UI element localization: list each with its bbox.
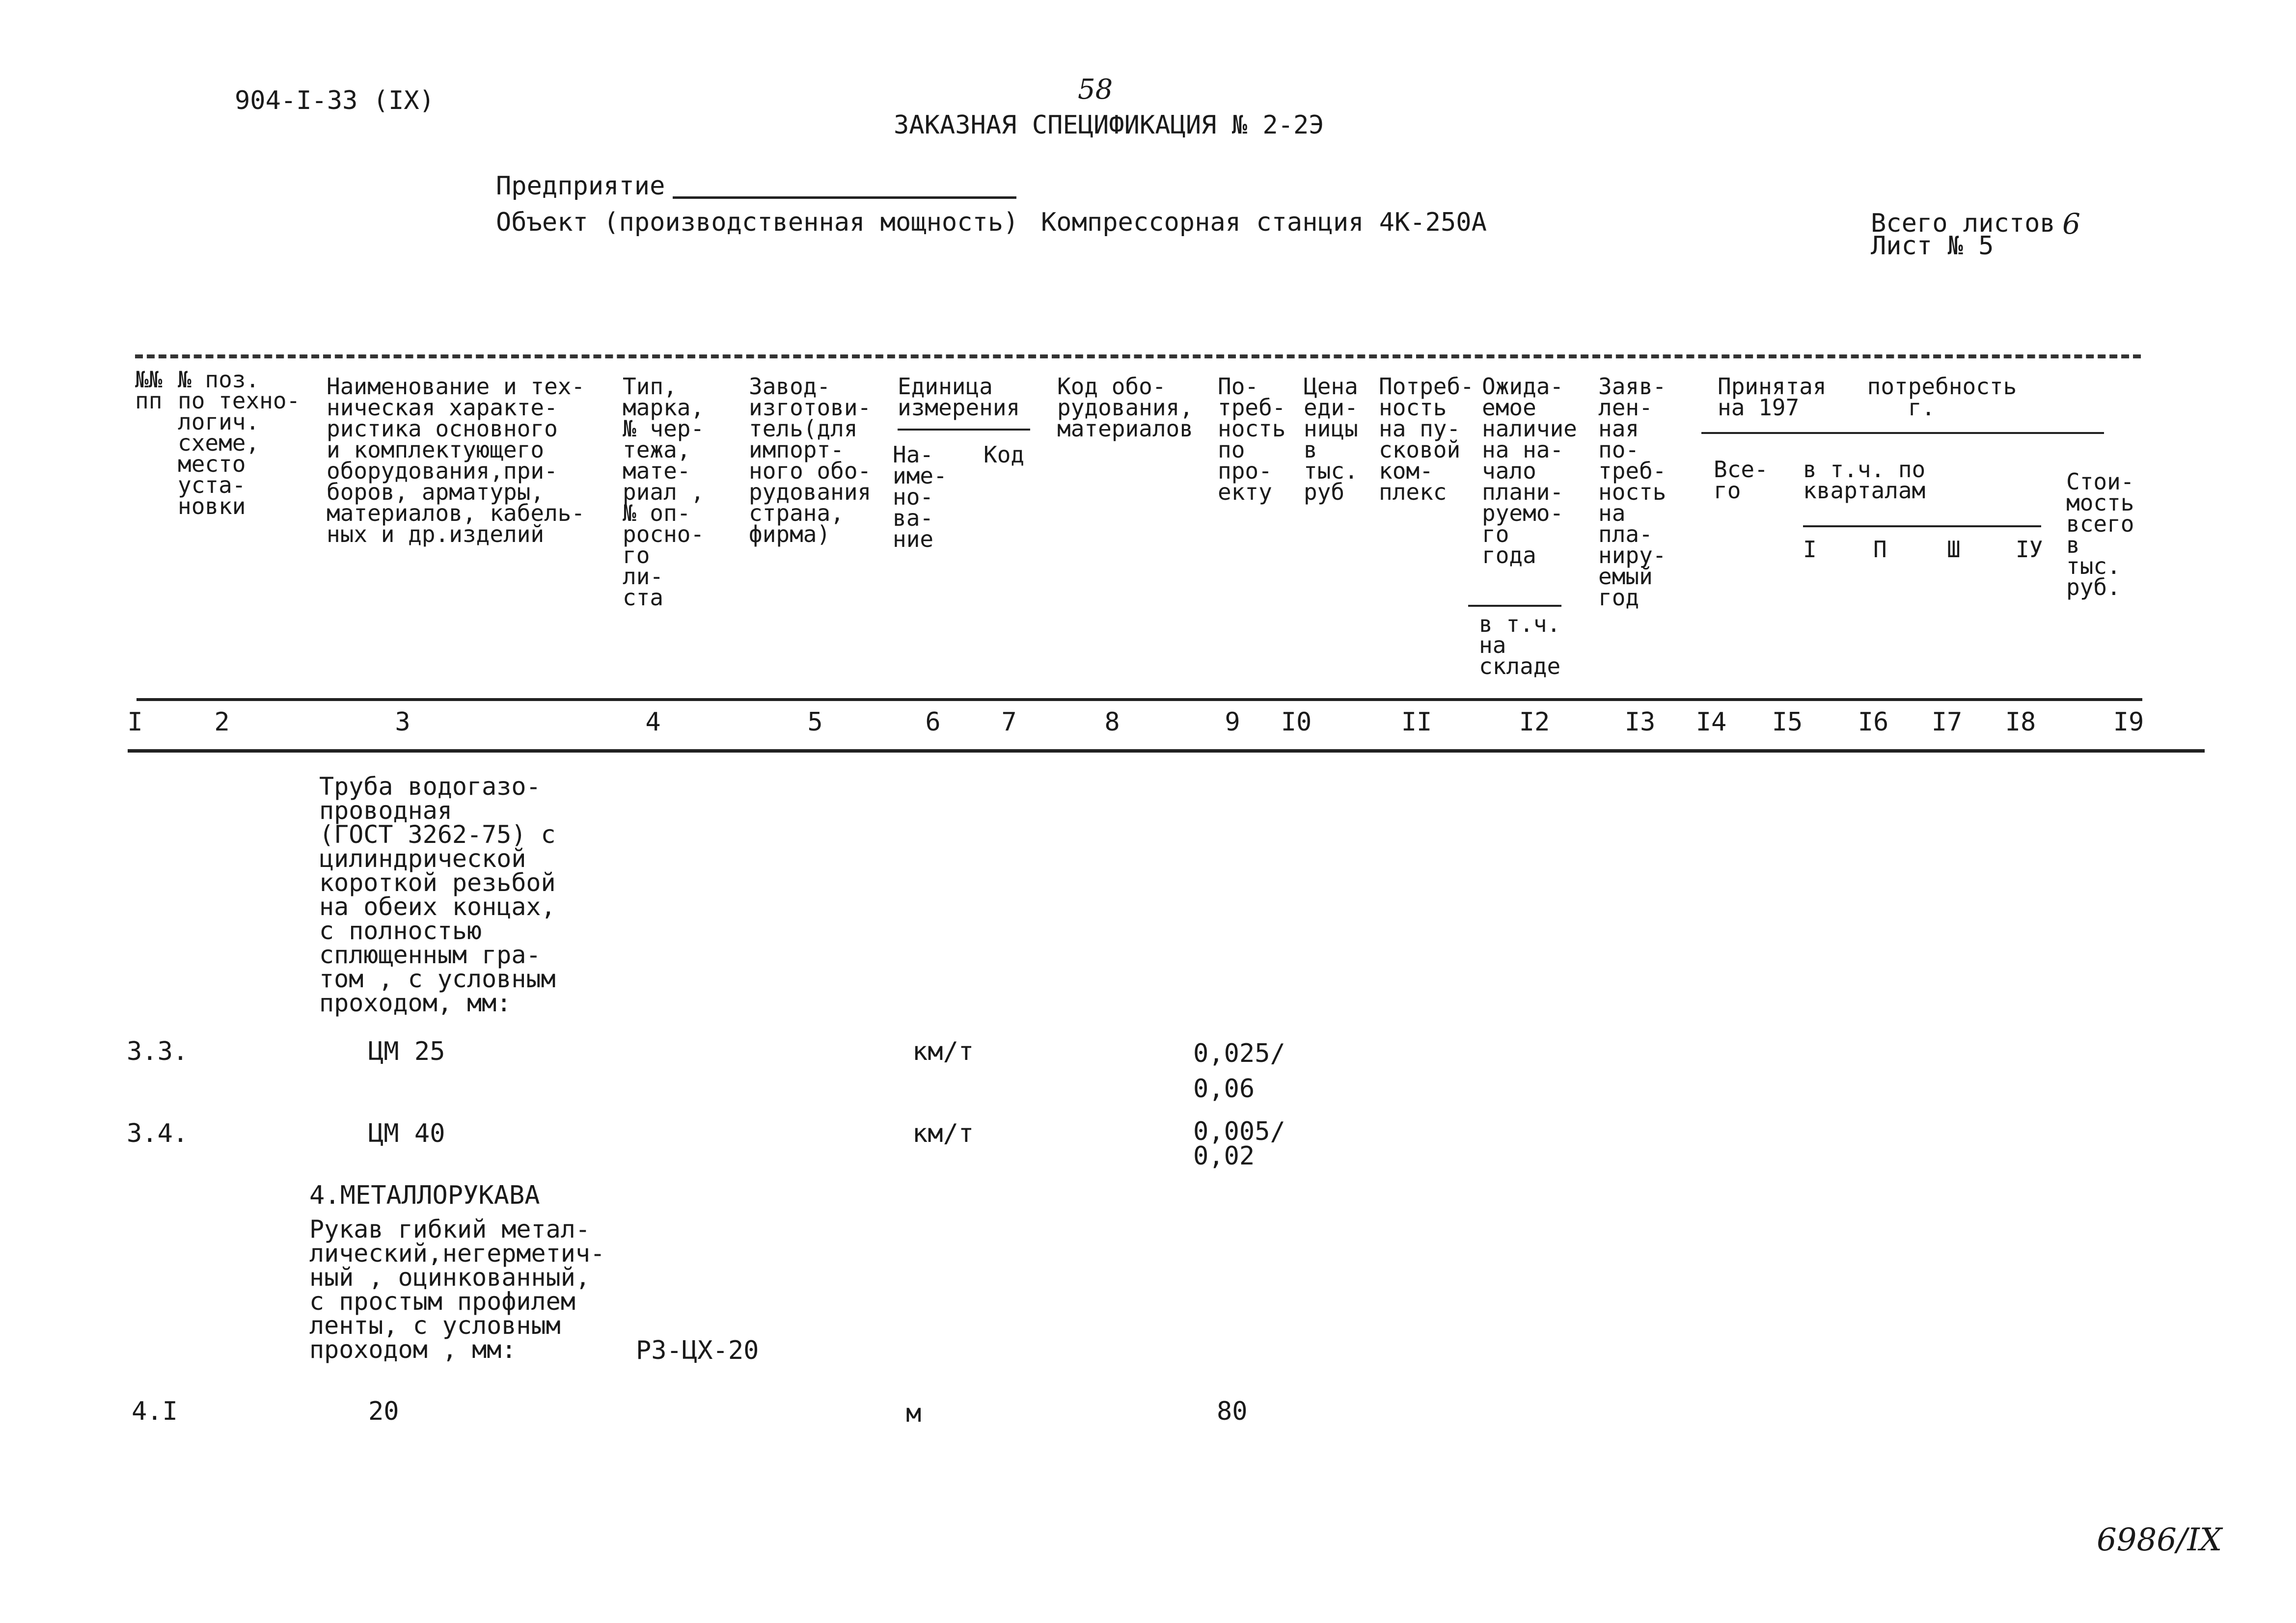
header-quarter-2: П: [1873, 536, 1887, 563]
header-col-7: Код: [984, 441, 1025, 468]
row-3-3-name: ЦМ 25: [368, 1037, 445, 1066]
header-col-5: Завод- изготови- тель(для импорт- ного обо- рудования страна, фирма): [749, 373, 872, 547]
col-number-18: I8: [2005, 707, 2036, 737]
row-3-4-quantity: 0,005/ 0,02: [1193, 1117, 1285, 1171]
row-3-3-unit: км/т: [912, 1037, 974, 1066]
col-number-17: I7: [1931, 707, 1963, 737]
col-number-9: 9: [1225, 707, 1240, 737]
col-number-5: 5: [807, 707, 823, 737]
col-number-7: 7: [1001, 707, 1017, 737]
header-col-14-18: Принятая потребность на 197 г.: [1718, 373, 2017, 421]
header-quarters-divider: [1803, 525, 2041, 527]
header-col-1: №№ пп: [135, 366, 163, 414]
header-col-4: Тип, марка, № чер- тежа, мате- риал , № оп- росно- го ли- ста: [623, 373, 705, 611]
archive-stamp: 6986/IX: [2097, 1522, 2222, 1558]
col-number-11: II: [1401, 707, 1432, 737]
row-4-1-name: 20: [368, 1397, 399, 1426]
col-number-13: I3: [1624, 707, 1656, 737]
header-unit-divider: [898, 429, 1030, 431]
document-title: ЗАКАЗНАЯ СПЕЦИФИКАЦИЯ № 2-2Э: [894, 110, 1324, 140]
col-number-14: I4: [1695, 707, 1727, 737]
header-col-14: Все- го: [1714, 456, 1768, 504]
column-numbers-bottom-border: [128, 749, 2205, 753]
col-number-6: 6: [925, 707, 941, 737]
header-col-10: Цена еди- ницы в тыс. руб: [1304, 373, 1358, 505]
section-4-description: Рукав гибкий метал- лический,негерметич- ный , оцинкованный, с простым профилем ленты, с условным проходом , мм:: [309, 1215, 605, 1364]
sheets-total-value: 6: [2062, 207, 2080, 241]
col-number-1: I: [127, 707, 143, 737]
section-4-title: 4.МЕТАЛЛОРУКАВА: [309, 1181, 540, 1210]
header-col-12-divider: [1468, 605, 1561, 607]
header-col-19: Стои- мость всего в тыс. руб.: [2066, 468, 2134, 600]
header-quarter-1: I: [1803, 536, 1817, 563]
enterprise-underline: [673, 196, 1016, 199]
page-number: 58: [1078, 74, 1113, 106]
row-3-4-unit: км/т: [912, 1119, 974, 1148]
enterprise-label: Предприятие: [496, 171, 665, 201]
header-quarter-3: Ш: [1947, 536, 1961, 563]
col-number-19: I9: [2113, 707, 2144, 737]
header-col-2: № поз. по техно- логич. схеме, место уста- новки: [178, 366, 301, 519]
header-col-8: Код обо- рудования, материалов: [1057, 373, 1193, 442]
table-top-border: [135, 354, 2141, 358]
header-col-15-18: в т.ч. по кварталам: [1803, 456, 1926, 504]
col-number-4: 4: [645, 707, 661, 737]
header-col-12-stock: в т.ч. на складе: [1479, 611, 1561, 679]
header-col-12: Ожида- емое наличие на на- чало плани- руемо- го года: [1482, 373, 1577, 568]
sheets-total-label: Всего листов: [1871, 209, 2055, 238]
header-col-6-7: Единица измерения: [898, 373, 1020, 421]
col-number-3: 3: [395, 707, 410, 737]
row-4-1-number: 4.I: [132, 1397, 178, 1426]
header-col-11: Потреб- ность на пу- сковой ком- плекс: [1379, 373, 1474, 505]
col-number-10: I0: [1281, 707, 1312, 737]
col-number-2: 2: [214, 707, 230, 737]
col-number-8: 8: [1104, 707, 1120, 737]
section-3-description: Труба водогазо- проводная (ГОСТ 3262-75) с цилиндрической короткой резьбой на обеих концах, с полностью сплющенным гра- том , с условным проходом, мм:: [319, 772, 556, 1017]
section-4-type: РЗ-ЦХ-20: [636, 1336, 759, 1365]
header-col-13: Заяв- лен- ная по- треб- ность на пла- ниру- емый год: [1598, 373, 1667, 611]
object-value: Компрессорная станция 4К-250А: [1041, 208, 1487, 237]
col-number-16: I6: [1858, 707, 1889, 737]
col-number-15: I5: [1772, 707, 1803, 737]
header-col-6: На- име- но- ва- ние: [893, 441, 947, 552]
document-code: 904-I-33 (IX): [235, 86, 435, 115]
row-3-4-number: 3.4.: [127, 1119, 189, 1148]
header-accepted-divider: [1701, 432, 2104, 434]
row-4-1-unit: м: [906, 1399, 922, 1428]
row-3-3-number: 3.3.: [127, 1037, 189, 1066]
header-col-9: По- треб- ность по про- екту: [1218, 373, 1286, 505]
header-col-3: Наименование и тех- ническая характе- ристика основного и комплектующего оборудования,при- боров, арматуры, материалов, кабель- ных и др.изделий: [327, 373, 585, 547]
object-label: Объект (производственная мощность): [496, 208, 1019, 237]
row-3-3-quantity: 0,025/ 0,06: [1193, 1039, 1285, 1104]
col-number-12: I2: [1519, 707, 1550, 737]
sheet-number: Лист № 5: [1871, 231, 1994, 261]
header-quarter-4: IУ: [2016, 536, 2043, 563]
row-4-1-quantity: 80: [1217, 1397, 1248, 1426]
row-3-4-name: ЦМ 40: [368, 1119, 445, 1148]
header-bottom-border: [137, 698, 2142, 701]
